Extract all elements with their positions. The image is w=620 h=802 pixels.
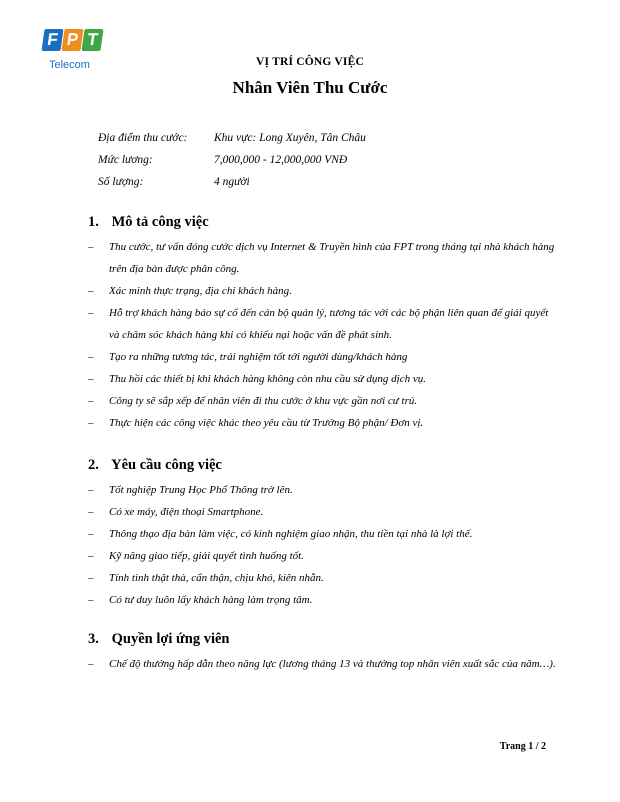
document-label: VỊ TRÍ CÔNG VIỆC [256, 56, 364, 68]
list-item: – Thu hồi các thiết bị khi khách hàng không còn nhu cầu sử dụng dịch vụ. [88, 368, 558, 390]
list-item: – Công ty sẽ sắp xếp để nhân viên đi thu cước ở khu vực gần nơi cư trú. [88, 390, 558, 412]
info-value: 7,000,000 - 12,000,000 VNĐ [214, 154, 348, 166]
logo-letter-t: T [81, 29, 103, 51]
list-item: – Tốt nghiệp Trung Học Phổ Thông trở lên. [88, 479, 558, 501]
requirements-list [88, 479, 558, 611]
logo-subtitle: Telecom [49, 59, 90, 71]
section-job-description [88, 212, 558, 434]
description-list [88, 236, 558, 434]
info-value: 4 người [214, 176, 250, 188]
logo-letter-f: F [41, 29, 63, 51]
fpt-logo-tiles [42, 25, 102, 55]
list-item: – Có tư duy luôn lấy khách hàng làm trọng tâm. [88, 589, 558, 611]
page-number: Trang 1 / 2 [499, 741, 546, 752]
list-item: – Thực hiện các công việc khác theo yêu cầu từ Trưởng Bộ phận/ Đơn vị. [88, 412, 558, 434]
section-number: 1. [88, 214, 99, 230]
section-number: 3. [88, 631, 99, 647]
benefits-list [88, 653, 558, 675]
section-title [88, 212, 558, 232]
section-job-requirements [88, 455, 558, 611]
section-title [88, 455, 558, 475]
info-row-location [98, 127, 366, 149]
job-info [98, 127, 366, 193]
logo-letter-p: P [61, 29, 83, 51]
info-value: Khu vực: Long Xuyên, Tân Châu [214, 132, 366, 144]
list-item: – Tính tình thật thà, cẩn thận, chịu khó, kiên nhẫn. [88, 567, 558, 589]
list-item: – Tạo ra những tương tác, trải nghiệm tốt tới người dùng/khách hàng [88, 346, 558, 368]
list-item: – Có xe máy, điện thoại Smartphone. [88, 501, 558, 523]
list-item: – Chế độ thưởng hấp dẫn theo năng lực (lương tháng 13 và thưởng top nhân viên xuất sắc của năm…). [88, 653, 558, 675]
section-number: 2. [88, 457, 99, 473]
section-title-text: Mô tả công việc [111, 214, 209, 230]
info-row-quantity [98, 171, 366, 193]
job-title: Nhân Viên Thu Cước [232, 78, 388, 97]
info-label: Số lượng: [98, 176, 144, 188]
info-label: Địa điểm thu cước: [98, 132, 188, 144]
info-row-salary [98, 149, 366, 171]
list-item: – Xác minh thực trạng, địa chỉ khách hàng. [88, 280, 558, 302]
list-item: – Thu cước, tư vấn đóng cước dịch vụ Internet & Truyền hình của FPT trong tháng tại nhà khách hàng trên địa bàn được phân công. [88, 236, 558, 280]
info-label: Mức lương: [98, 154, 153, 166]
list-item: – Hỗ trợ khách hàng báo sự cố đến cán bộ quản lý, tương tác với các bộ phận liên quan để giải quyết và chăm sóc khách hàng khi có khiếu nại hoặc vấn đề phát sinh. [88, 302, 558, 346]
list-item: – Kỹ năng giao tiếp, giải quyết tình huống tốt. [88, 545, 558, 567]
list-item: – Thông thạo địa bàn làm việc, có kinh nghiệm giao nhận, thu tiền tại nhà là lợi thế. [88, 523, 558, 545]
section-benefits [88, 629, 558, 675]
section-title-text: Quyền lợi ứng viên [111, 631, 230, 647]
section-title-text: Yêu cầu công việc [111, 457, 222, 473]
section-title [88, 629, 558, 649]
